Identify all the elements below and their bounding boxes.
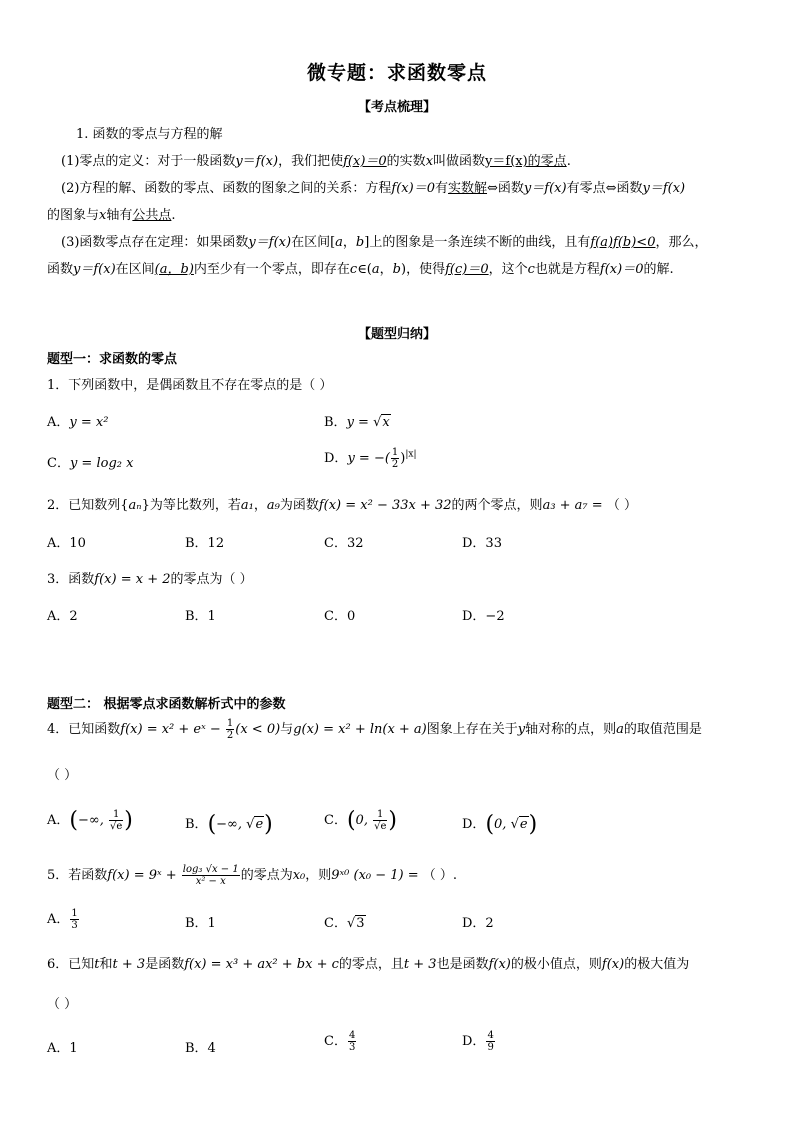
q6-option-b[interactable]: B．4 [185,1041,216,1056]
review-header: 【考点梳理】 [357,100,436,115]
relation-line-2: 的图象与x轴有公共点. [47,208,176,223]
existence-theorem-line-1: (3)函数零点存在定理：如果函数y＝f(x)在区间[a，b]上的图象是一条连续不断的曲线，且有f(a)f(b)<0，那么， [61,235,708,250]
question-5-stem: 5．若函数f(x) = 9ˣ + $\frac{\text{log₃ √x − 1}}{\text{x² − x}}$ 的零点为x₀，则9ˣ⁰ (x₀ − 1) = （ ）. [47,864,458,887]
q1-option-d[interactable]: D．y = −( $\frac{1}{2}$ )$^{|x|}$ [324,447,417,470]
q5-option-a[interactable]: A． $\frac{1}{3}$ [47,908,78,931]
question-3-stem: 3．函数f(x) = x + 2的零点为（ ） [47,572,253,587]
question-6-stem: 6．已知t和t + 3是函数f(x) = x³ + ax² + bx + c的零点，且t + 3也是函数f(x)的极小值点，则f(x)的极大值为 [47,957,690,972]
q1-option-c[interactable]: C．y = log₂ x [47,456,134,471]
q3-option-c[interactable]: C．0 [324,609,356,624]
q5-option-b[interactable]: B．1 [185,916,216,931]
q2-option-d[interactable]: D．33 [462,536,502,551]
q5-option-d[interactable]: D．2 [462,916,494,931]
q2-option-a[interactable]: A．10 [47,536,86,551]
q3-option-d[interactable]: D．−2 [462,609,505,624]
q2-option-b[interactable]: B．12 [185,536,225,551]
types-header: 【题型归纳】 [357,327,436,342]
question-1-stem: 1．下列函数中，是偶函数且不存在零点的是（ ） [47,378,333,393]
question-2-stem: 2．已知数列{aₙ}为等比数列，若a₁，a₉为函数f(x) = x² − 33x + 32的两个零点，则a₃ + a₇ = （ ） [47,498,637,513]
type-2-heading: 题型二： 根据零点求函数解析式中的参数 [47,697,286,712]
q6-option-a[interactable]: A．1 [47,1041,78,1056]
q2-option-c[interactable]: C．32 [324,536,364,551]
q1-option-b[interactable]: B．y = √x [324,415,390,430]
q6-option-c[interactable]: C． $\frac{4}{3}$ [324,1030,356,1053]
q4-option-a[interactable]: A．(−∞, $\frac{1}{√e}$ ) [47,808,133,833]
q4-option-d[interactable]: D．(0, √e) [462,812,538,837]
q3-option-a[interactable]: A．2 [47,609,78,624]
q4-option-b[interactable]: B．(−∞, √e) [185,812,273,837]
q1-option-a[interactable]: A．y = x² [47,415,109,430]
page-title: 微专题：求函数零点 [306,62,487,84]
existence-theorem-line-2: 函数y＝f(x)在区间(a，b)内至少有一个零点，即存在c∈(a，b)，使得f(c)＝0，这个c也就是方程f(x)＝0的解. [47,262,674,277]
q4-option-c[interactable]: C．(0, $\frac{1}{√e}$ ) [324,808,397,833]
review-item-1: 1. 函数的零点与方程的解 [76,127,223,142]
question-4-blank: （ ） [47,768,78,783]
question-4-stem: 4．已知函数f(x) = x² + eˣ − $\frac{1}{2}$ (x < 0)与g(x) = x² + ln(x + a)图象上存在关于y轴对称的点，则a的取值范围是 [47,718,702,741]
question-6-blank: （ ） [47,997,78,1012]
q6-option-d[interactable]: D． $\frac{4}{9}$ [462,1030,494,1053]
zero-definition: (1)零点的定义：对于一般函数y＝f(x)，我们把使f(x)＝0的实数x叫做函数y＝f(x)的零点. [61,154,571,169]
q3-option-b[interactable]: B．1 [185,609,216,624]
q5-option-c[interactable]: C．√3 [324,916,365,931]
type-1-heading: 题型一：求函数的零点 [47,352,178,367]
relation-line-1: (2)方程的解、函数的零点、函数的图象之间的关系：方程f(x)＝0有实数解⇔函数y＝f(x)有零点⇔函数y＝f(x) [61,181,686,196]
